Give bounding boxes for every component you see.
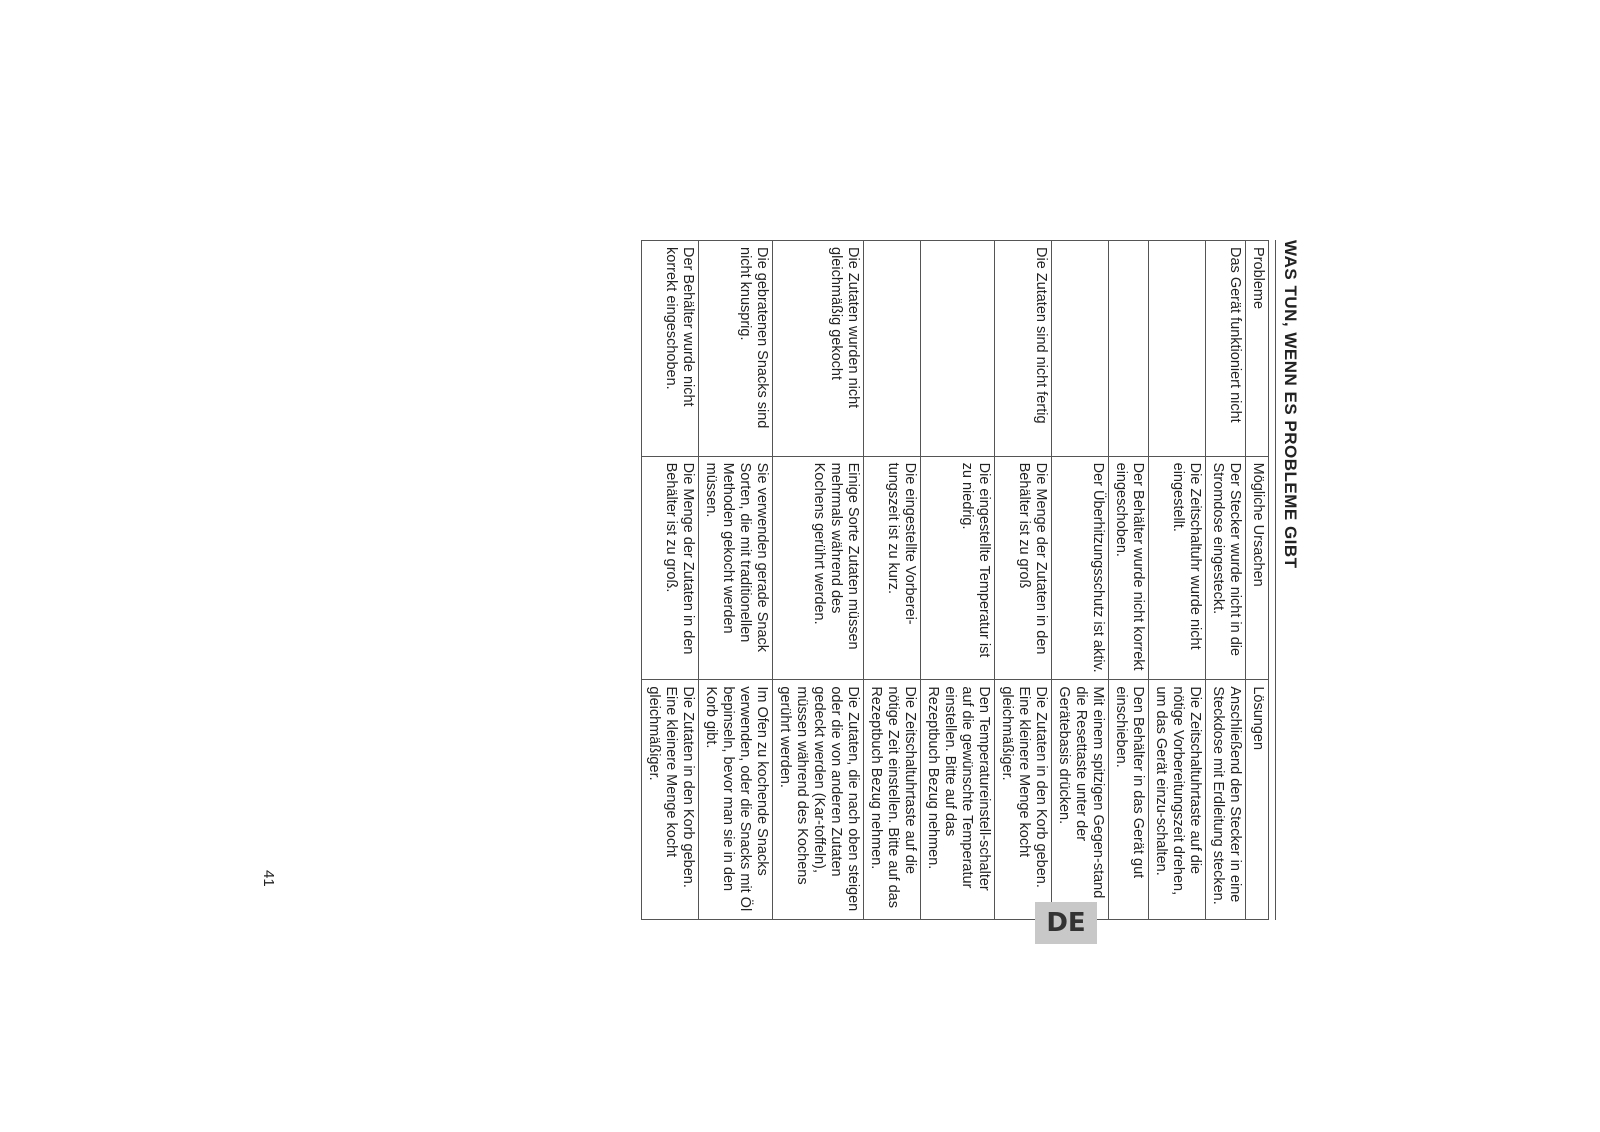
problem-cell bbox=[1149, 241, 1206, 457]
problem-cell: Die gebratenen Snacks sind nicht knusprig. bbox=[699, 241, 773, 457]
header-problems: Probleme bbox=[1246, 241, 1269, 457]
problem-cell bbox=[921, 241, 995, 457]
table-row bbox=[1109, 241, 1149, 920]
table-row bbox=[1149, 241, 1206, 920]
solution-cell: Im Ofen zu kochende Snacks verwenden, oder die Snacks mit Öl bepinseln, bevor man sie in den Korb gibt. bbox=[699, 680, 773, 920]
table-row bbox=[1206, 241, 1246, 920]
cause-cell: Die eingestellte Temperatur ist zu niedrig. bbox=[921, 456, 995, 680]
cause-cell: Einige Sorte Zutaten müssen mehrmals während des Kochens gerührt werden. bbox=[773, 456, 864, 680]
cause-cell: Die Menge der Zutaten in den Behälter ist zu groß bbox=[995, 456, 1052, 680]
cause-cell: Der Behälter wurde nicht korrekt eingeschoben. bbox=[1109, 456, 1149, 680]
solution-cell: Den Behälter in das Gerät gut einschieben. bbox=[1109, 680, 1149, 920]
header-solutions: Lösungen bbox=[1246, 680, 1269, 920]
table-header-row bbox=[1246, 241, 1269, 920]
cause-cell: Die Zeitschaltuhr wurde nicht eingestellt. bbox=[1149, 456, 1206, 680]
problem-cell: Die Zutaten sind nicht fertig bbox=[995, 241, 1052, 457]
table-row bbox=[995, 241, 1052, 920]
solution-cell: Die Zutaten, die nach oben steigen oder die von anderen Zutaten gedeckt werden (Kar-toffeln), müssen während des Kochens gerührt werden. bbox=[773, 680, 864, 920]
problem-cell bbox=[1109, 241, 1149, 457]
table-row bbox=[921, 241, 995, 920]
table-row bbox=[699, 241, 773, 920]
solution-cell: Den Temperatureinstell-schalter auf die gewünschte Temperatur einstellen. Bitte auf das Rezeptbuch Bezug nehmen. bbox=[921, 680, 995, 920]
cause-cell: Sie verwenden gerade Snack Sorten, die mit traditionellen Methoden gekocht werden müssen. bbox=[699, 456, 773, 680]
problem-cell bbox=[1052, 241, 1109, 457]
solution-cell: Die Zeitschaltuhrtaste auf die nötige Vorbereitungszeit drehen, um das Gerät einzu-schalten. bbox=[1149, 680, 1206, 920]
problem-cell: Der Behälter wurde nicht korrekt eingeschoben. bbox=[642, 241, 699, 457]
problem-cell: Das Gerät funktioniert nicht bbox=[1206, 241, 1246, 457]
solution-cell: Mit einem spitzigen Gegen-stand die Resettaste unter der Gerätebasis drücken. bbox=[1052, 680, 1109, 920]
problem-cell bbox=[864, 241, 921, 457]
solution-cell: Die Zeitschaltuhrtaste auf die nötige Zeit einstellen. Bitte auf das Rezeptbuch Bezug nehmen. bbox=[864, 680, 921, 920]
cause-cell: Die Menge der Zutaten in den Behälter ist zu groß. bbox=[642, 456, 699, 680]
table-row bbox=[864, 241, 921, 920]
language-badge: DE bbox=[1035, 902, 1097, 944]
solution-cell: Anschließend den Stecker in eine Steckdose mit Erdleitung stecken. bbox=[1206, 680, 1246, 920]
table-row bbox=[773, 241, 864, 920]
solution-cell: Die Zutaten in den Korb geben. Eine kleinere Menge kocht gleichmäßiger. bbox=[642, 680, 699, 920]
solution-cell: Die Zutaten in den Korb geben. Eine kleinere Menge kocht gleichmäßiger. bbox=[995, 680, 1052, 920]
header-causes: Mögliche Ursachen bbox=[1246, 456, 1269, 680]
troubleshooting-table bbox=[641, 240, 1269, 920]
table-row bbox=[642, 241, 699, 920]
cause-cell: Der Überhitzungsschutz ist aktiv. bbox=[1052, 456, 1109, 680]
page-number: 41 bbox=[260, 870, 277, 887]
cause-cell: Der Stecker wurde nicht in die Stromdose eingesteckt. bbox=[1206, 456, 1246, 680]
page-title: WAS TUN, WENN ES PROBLEME GIBT bbox=[1275, 240, 1300, 920]
table-row bbox=[1052, 241, 1109, 920]
cause-cell: Die eingestellte Vorberei-tungszeit ist zu kurz. bbox=[864, 456, 921, 680]
problem-cell: Die Zutaten wurden nicht gleichmäßig gekocht bbox=[773, 241, 864, 457]
rotated-page bbox=[420, 240, 1300, 920]
